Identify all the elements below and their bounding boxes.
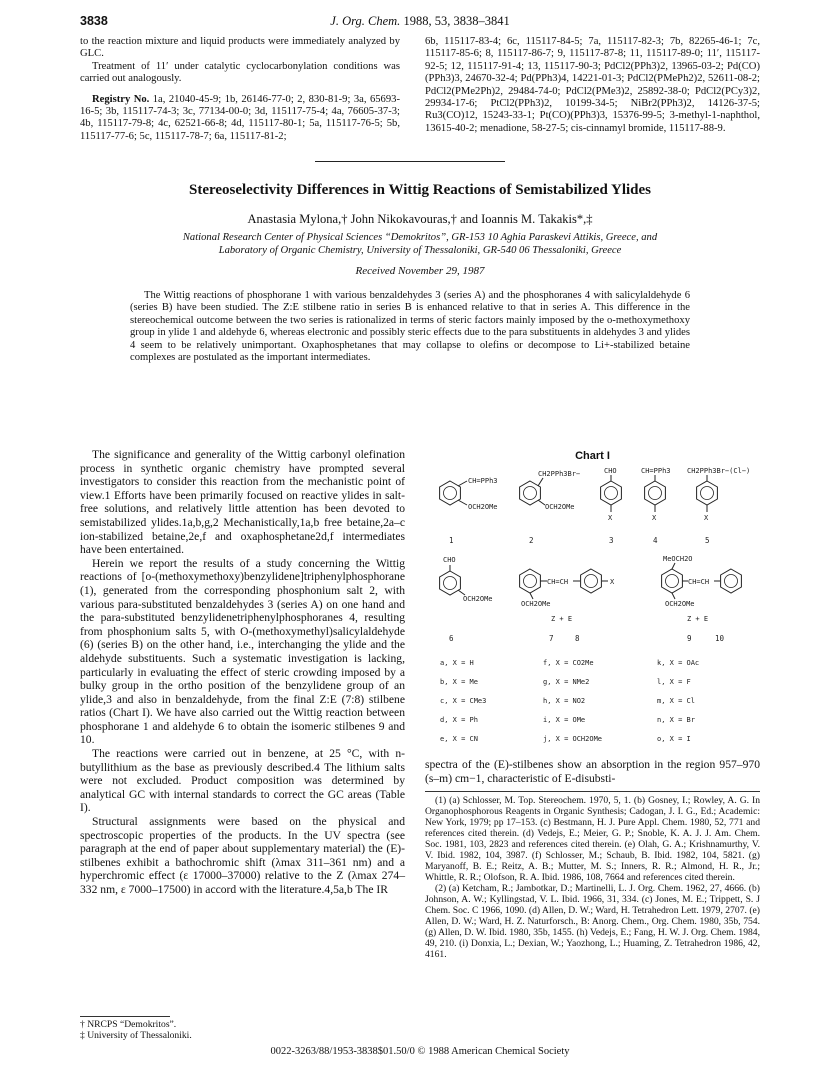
substituent-m: m, X = Cl [657, 697, 695, 705]
label-ch-pph3-4: CH=PPh3 [641, 467, 671, 475]
structure-6 [440, 556, 493, 603]
registry-text: 1a, 21040-45-9; 1b, 26146-77-0; 2, 830-81-9; 3a, 65693-16-5; 3b, 115117-74-3; 3c, 77134-00-0; 3d, 115117-75-4; 4a, 76605-37-3; 4b, 115117-79-8; 4c, 62521-66-8; 4d, 115117-80-1; 5a, 115117-76-5; 5b, 115117-77-6; 5c, 115117-78-7; 6a, 115117-81-2; [80, 93, 400, 142]
label-cho-3: CHO [604, 467, 617, 475]
substituent-a: a, X = H [440, 659, 474, 667]
compound-number-7: 7 [549, 634, 554, 643]
label-z-plus-e-7: Z + E [551, 615, 573, 623]
structure-3 [601, 467, 622, 522]
label-och2ome-7: OCH2OMe [521, 600, 551, 608]
body-paragraph-3: The reactions were carried out in benzene, at 25 °C, with n-butyllithium as the base as previously described.4 The lithium salts were not excluded. Product composition was determined by analytical GC with internal standards to correct the GC areas (Table I). [80, 747, 405, 815]
substituent-j: j, X = OCH2OMe [543, 735, 603, 743]
structure-2 [520, 470, 581, 511]
body-left-column [80, 448, 405, 897]
article-authors: Anastasia Mylona,† John Nikokavouras,† and Ioannis M. Takakis*,‡ [247, 212, 593, 226]
label-meoch2o: MeOCH2O [663, 555, 693, 563]
compound-number-8: 8 [575, 634, 580, 643]
article-title: Stereoselectivity Differences in Wittig Reactions of Semistabilized Ylides [188, 182, 651, 198]
structure-4 [641, 467, 671, 522]
article-divider [315, 161, 505, 162]
compound-number-2: 2 [529, 536, 534, 545]
body-paragraph-2: Herein we report the results of a study concerning the Wittig reactions of [o-(methoxymethoxy)benzylidene]triphenylphosphorane (1), generated from the corresponding phosphonium salt 2, with various para-substituted benzaldehydes 3 (series A) on one hand and the para-substituted benzylidenetriphenylphosphoranes 4, resulting from phosphonium salts 5, with O-(methoxymethyl)salicylaldehyde (6) (series B) on the other hand, i.e., interchanging the ylide and the aldehyde substituents. Such a systematic investigation is lacking, particularly in evaluating the effect of steric crowding imposed by a bulky group in the ortho position of the benzylidene group of an ylide,3 and also in benzaldehyde, from the final Z:E (7:8) stilbene ratios (Chart I). We have also carried out the Wittig reaction between phosphorane 1 and aldehyde 6 to obtain the isomeric stilbenes 9 and 10. [80, 556, 405, 747]
label-chch-9: CH=CH [688, 578, 710, 586]
substituent-g: g, X = NMe2 [543, 678, 590, 686]
reference-1: (1) (a) Schlosser, M. Top. Stereochem. 1970, 5, 1. (b) Gosney, I.; Rowley, A. G. In Organophosphorous Reagents in Organic Synthesis; Cadogan, J. I. G., Ed.; Academic: New York, 1979; pp 17–153. (c) Bestmann, H. J. Pure Appl. Chem. 1980, 52, 771 and references cited therein. (d) Vedejs, E.; Meier, G. P.; Snoble, K. A. J. J. Am. Chem. Soc. 1981, 103, 2823 and references cited therein. (e) Olah, G. A.; Krishnamurthy, V. V. Ibid. 1982, 104, 3987. (f) Schlosser, M.; Schaub, B. Ibid. 1982, 104, 5821. (g) Maryanoff, B. E.; Reitz, A. B.; Mutter, M. S.; Inners, R. R.; Almond, H. R., Jr.; Whittle, R. R.; Olofson, R. A. Ibid. 1986, 108, 7664 and references cited therein. [425, 795, 760, 883]
substituent-n: n, X = Br [657, 716, 695, 724]
substituent-i: i, X = OMe [543, 716, 586, 724]
substituent-h: h, X = NO2 [543, 697, 586, 705]
registry-continued: 6b, 115117-83-4; 6c, 115117-84-5; 7a, 115117-82-3; 7b, 82265-46-1; 7c, 115117-85-6; 8, 115117-86-7; 9, 115117-87-8; 11, 115117-89-0; 11′, 115117-92-5; 12, 115117-91-4; 13, 115117-90-3; PdCl2(PPh3)2, 13965-03-2; Pd(CO)(PPh3)3, 24670-32-4; Pd(PPh3)4, 14221-01-3; PdCl2(PMePh2)2, 52611-08-2; PdCl2(PMe2Ph)2, 29484-74-0; PdCl2(PMe3)2, 25892-38-0; PdCl2(PCy3)2, 29934-17-6; PtCl2(PPh3)2, 10199-34-5; NiBr2(PPh3)2, 14126-37-5; Ru3(CO)12, 15243-33-1; Pt(CO)(PPh3)3, 15376-99-5; 3-methyl-1-naphthol, 13615-40-2; menadione, 58-27-5; cis-cinnamyl bromide, 115117-88-9. [425, 36, 760, 134]
compound-number-5: 5 [705, 536, 710, 545]
affiliation-2: Laboratory of Organic Chemistry, University of Thessaloniki, GR-540 06 Thessaloniki, Greece [218, 244, 622, 256]
substituent-e: e, X = CN [440, 735, 478, 743]
label-x-5: X [704, 514, 709, 522]
substituent-b: b, X = Me [440, 678, 478, 686]
prev-article-right-column [425, 36, 760, 135]
label-x-3: X [608, 514, 613, 522]
label-x-7: X [610, 578, 615, 586]
substituent-c: c, X = CMe3 [440, 697, 487, 705]
label-z-plus-e-9: Z + E [687, 615, 709, 623]
compound-number-1: 1 [449, 536, 454, 545]
references-divider [425, 791, 760, 792]
footnote-divider [80, 1016, 170, 1017]
compound-number-9: 9 [687, 634, 692, 643]
registry-numbers [80, 94, 400, 144]
label-x-4: X [652, 514, 657, 522]
volume-pages: 1988, 53, 3838–3841 [400, 14, 510, 28]
affiliations [110, 232, 730, 257]
running-header [80, 14, 760, 32]
abstract: The Wittig reactions of phosphorane 1 with various benzaldehydes 3 (series A) and the phosphoranes 4 with salicylaldehyde 6 (series B) have been studied. The Z:E stilbene ratio in series B is enhanced relative to that in series A. This difference in the stereochemical outcome between the two series is rationalized in terms of steric factors mainly imposed by the o-methoxymethoxy group in ylide 1 and aldehyde 6, whereas electronic and possibly steric effects due to the para substituents in aldehydes 3 and ylides 4 seem to be relatively unimportant. Oxaphosphetanes that may collapse to olefins or decompose to Li+-stabilized betaine complexes are postulated as the important intermediates. [130, 290, 690, 364]
compound-number-6: 6 [449, 634, 454, 643]
structure-stilbene-9-10 [662, 555, 742, 623]
affiliation-footnotes [80, 1019, 405, 1041]
chart-structures [425, 465, 760, 745]
journal-name: J. Org. Chem. [330, 14, 401, 28]
label-och2ome-2: OCH2OMe [545, 503, 575, 511]
label-ch2pph3-br-cl: CH2PPh3Br−(Cl−) [687, 467, 751, 475]
structure-5 [687, 467, 750, 522]
structure-1 [440, 477, 498, 511]
compound-number-10: 10 [715, 634, 725, 643]
prev-article-left-column [80, 36, 400, 143]
journal-citation [80, 14, 760, 29]
label-ch2-pph3-br: CH2PPh3Br− [538, 470, 581, 478]
body-paragraph-4: Structural assignments were based on the physical and spectroscopic properties of the products. In the UV spectra (see paragraph at the end of paper about supplementary material) the (E)-stilbenes exhibit a bathochromic shift (λmax 311–361 nm) and a hyperchromic effect (ε 17000–37000) relative to the Z (λmax 274–332 nm, ε 7000–17500) in accord with the literature.4,5a,b The IR [80, 815, 405, 896]
registry-label: Registry No. [92, 93, 150, 105]
compound-number-4: 4 [653, 536, 658, 545]
substituent-o: o, X = I [657, 735, 691, 743]
label-ch-pph3: CH=PPh3 [468, 477, 498, 485]
affiliation-1: National Research Center of Physical Sciences “Demokritos”, GR-153 10 Aghia Paraskevi Attikis, Greece, and [182, 232, 658, 243]
body-paragraph-1: The significance and generality of the Wittig carbonyl olefination process in synthetic organic chemistry have prompted several investigators to consider this reaction from the mechanistic point of view.1 Efforts have been primarily focused on reactive ylides in salt-free solutions, and relatively little attention has been devoted to semistabilized ylides.1a,b,g,2 Mechanistically,1a,b free betaine,2a–c ion-stabilized betaine,2e,f and oxaphosphetane2d,f intermediates have been entertained. [80, 448, 405, 557]
prev-paragraph-2: Treatment of 11′ under catalytic cyclocarbonylation conditions was carried out analogously. [80, 60, 400, 85]
footnote-double-dagger: ‡ University of Thessaloniki. [80, 1030, 192, 1041]
label-och2ome-9: OCH2OMe [665, 600, 695, 608]
label-chch-7: CH=CH [547, 578, 569, 586]
label-och2ome-1: OCH2OMe [468, 503, 498, 511]
substituent-l: l, X = F [657, 678, 691, 686]
label-och2ome-6: OCH2OMe [463, 595, 493, 603]
structure-stilbene-7-8 [520, 569, 615, 623]
body-right-column: spectra of the (E)-stilbenes show an absorption in the region 957–970 (s–m) cm−1, characteristic of E-disubsti- [425, 758, 760, 785]
footnote-dagger: † NRCPS “Demokritos”. [80, 1019, 177, 1030]
page-footer: 0022-3263/88/1953-3838$01.50/0 © 1988 American Chemical Society [270, 1046, 570, 1057]
substituent-d: d, X = Ph [440, 716, 478, 724]
chart-title: Chart I [575, 450, 610, 462]
compound-number-3: 3 [609, 536, 614, 545]
page-number: 3838 [80, 14, 108, 28]
label-cho-6: CHO [443, 556, 456, 564]
substituent-k: k, X = OAc [657, 659, 700, 667]
reference-2: (2) (a) Ketcham, R.; Jambotkar, D.; Martinelli, L. J. Org. Chem. 1962, 27, 4666. (b) Johnson, A. W.; Kyllingstad, V. L. Ibid. 1966, 31, 334. (c) Jones, M. E.; Trippett, S. J Chem. Soc. C 1966, 1090. (d) Allen, D. W.; Ward, H. Tetrahedron Lett. 1979, 2707. (e) Allen, D. W.; Ward, H. Z. Naturforsch., B: Anorg. Chem., Org. Chem. 1980, 35b, 754. (g) Allen, D. W. Ibid. 1980, 35b, 1455. (h) Vedejs, E.; Fang, H. W. J. Org. Chem. 1984, 49, 210. (i) Donxia, L.; Dexian, W.; Yaozhong, L.; Huaming, Z. Tetrahedron 1986, 42, 4161. [425, 883, 760, 960]
received-date: Received November 29, 1987 [355, 265, 485, 277]
prev-paragraph-1: to the reaction mixture and liquid products were immediately analyzed by GLC. [80, 36, 400, 60]
references [425, 795, 760, 960]
substituent-f: f, X = CO2Me [543, 659, 594, 667]
